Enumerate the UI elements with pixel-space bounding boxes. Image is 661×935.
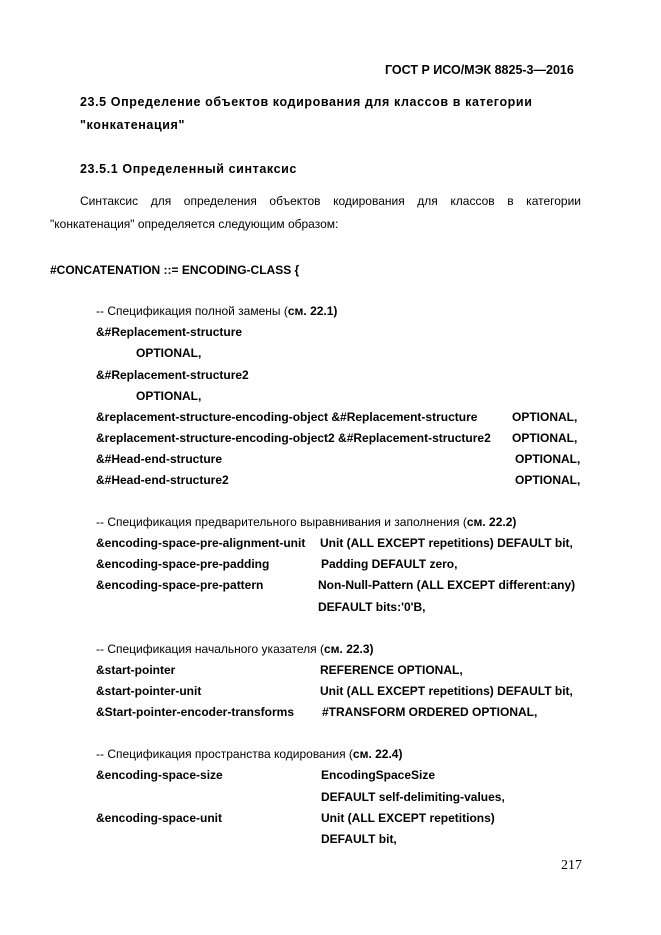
code-field: &Start-pointer-encoder-transforms (96, 705, 295, 719)
code-optional: OPTIONAL, (512, 410, 578, 424)
comment-replacement (96, 304, 337, 318)
code-type: Unit (ALL EXCEPT repetitions) DEFAULT bit, (320, 536, 573, 550)
code-field: &#Head-end-structure (96, 452, 223, 466)
document-standard-header: ГОСТ Р ИСО/МЭК 8825-3—2016 (385, 63, 574, 77)
code-type: Padding DEFAULT zero, (321, 557, 458, 571)
code-definition-line: #CONCATENATION ::= ENCODING-CLASS { (50, 263, 300, 277)
code-type: #TRANSFORM ORDERED OPTIONAL, (322, 705, 538, 719)
comment-reference: см. 22.2) (466, 515, 517, 529)
comment-start-pointer (96, 642, 374, 656)
code-field: &start-pointer (96, 663, 176, 677)
comment-reference: см. 22.3) (323, 642, 374, 656)
code-field: &encoding-space-pre-pattern (96, 578, 264, 592)
code-optional: OPTIONAL, (512, 431, 578, 445)
page-number: 217 (561, 858, 582, 873)
code-field: &#Replacement-structure2 (96, 368, 249, 382)
code-field: &#Replacement-structure (96, 325, 243, 339)
code-type: REFERENCE OPTIONAL, (320, 663, 463, 677)
code-type: Unit (ALL EXCEPT repetitions) (321, 811, 495, 825)
code-type: Unit (ALL EXCEPT repetitions) DEFAULT bit, (320, 684, 573, 698)
comment-text: -- Спецификация начального указателя ( (96, 642, 324, 656)
comment-reference: см. 22.1) (287, 304, 338, 318)
code-default: DEFAULT bits:'0'B, (318, 600, 426, 614)
section-title-line1: 23.5 Определение объектов кодирования для классов в категории (80, 95, 533, 109)
code-optional: OPTIONAL, (515, 473, 581, 487)
comment-encoding-space (96, 747, 402, 761)
code-field: &encoding-space-unit (96, 811, 223, 825)
comment-text: -- Спецификация полной замены ( (96, 304, 288, 318)
code-default: DEFAULT self-delimiting-values, (321, 790, 505, 804)
code-field: &encoding-space-pre-alignment-unit (96, 536, 306, 550)
comment-alignment (96, 515, 516, 529)
code-type: EncodingSpaceSize (321, 768, 436, 782)
code-optional: OPTIONAL, (515, 452, 581, 466)
code-field: &#Head-end-structure2 (96, 473, 229, 487)
comment-text: -- Спецификация пространства кодирования ( (96, 747, 353, 761)
code-field: &replacement-structure-encoding-object2 &#Replacement-structure2 (96, 431, 491, 445)
code-field: &replacement-structure-encoding-object &#Replacement-structure (96, 410, 478, 424)
code-type: Non-Null-Pattern (ALL EXCEPT different:any) (318, 578, 576, 592)
code-default: DEFAULT bit, (321, 832, 397, 846)
code-field: &start-pointer-unit (96, 684, 202, 698)
section-title-line2: "конкатенация" (80, 118, 185, 132)
code-field: &encoding-space-pre-padding (96, 557, 270, 571)
code-optional: OPTIONAL, (136, 346, 202, 360)
code-optional: OPTIONAL, (136, 389, 202, 403)
code-field: &encoding-space-size (96, 768, 223, 782)
comment-reference: см. 22.4) (352, 747, 403, 761)
paragraph-line2: "конкатенация" определяется следующим образом: (50, 217, 339, 231)
comment-text: -- Спецификация предварительного выравнивания и заполнения ( (96, 515, 467, 529)
subsection-title: 23.5.1 Определенный синтаксис (80, 162, 297, 176)
paragraph-line1: Синтаксис для определения объектов кодирования для классов в категории (80, 194, 581, 208)
